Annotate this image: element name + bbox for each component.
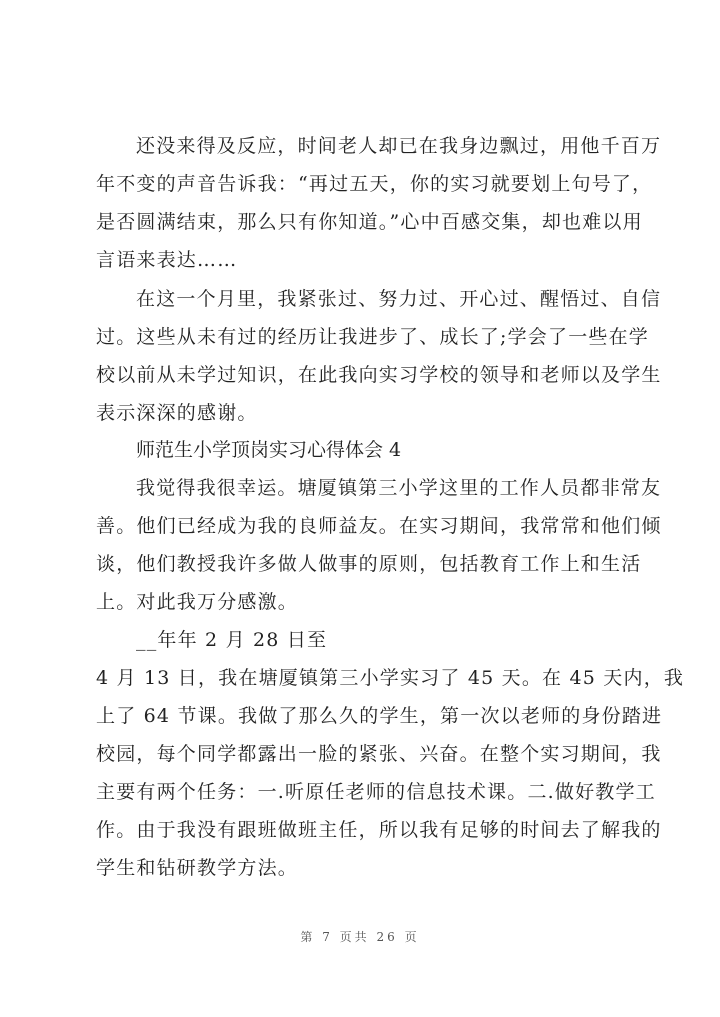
paragraph-3-line-4: 上。对此我万分感激。: [96, 591, 299, 613]
paragraph-4-line-3: 上了 64 节课。我做了那么久的学生，第一次以老师的身份踏进: [96, 705, 663, 727]
paragraph-2-line-4: 表示深深的感谢。: [96, 402, 258, 424]
paragraph-2-line-2: 过。这些从未有过的经历让我进步了、成长了;学会了一些在学: [96, 326, 650, 348]
page-number-footer: 第 7 页共 26 页: [300, 930, 420, 944]
paragraph-3-line-1: 我觉得我很幸运。塘厦镇第三小学这里的工作人员都非常友: [136, 477, 662, 499]
paragraph-4-line-1: __年年 2 月 28 日至: [136, 629, 328, 651]
paragraph-1-line-2: 年不变的声音告诉我：“再过五天，你的实习就要划上句号了，: [96, 173, 653, 195]
paragraph-4-line-5: 主要有两个任务：一.听原任老师的信息技术课。二.做好教学工: [96, 781, 656, 803]
paragraph-1-line-3: 是否圆满结束，那么只有你知道。”心中百感交集，却也难以用: [96, 211, 643, 233]
paragraph-2-line-3: 校以前从未学过知识，在此我向实习学校的领导和老师以及学生: [96, 364, 662, 386]
paragraph-4-line-6: 作。由于我没有跟班做班主任，所以我有足够的时间去了解我的: [96, 819, 662, 841]
paragraph-3-line-3: 谈，他们教授我许多做人做事的原则，包括教育工作上和生活: [96, 553, 642, 575]
paragraph-2-line-1: 在这一个月里，我紧张过、努力过、开心过、醒悟过、自信: [136, 288, 662, 310]
paragraph-4-line-2: 4 月 13 日，我在塘厦镇第三小学实习了 45 天。在 45 天内，我: [96, 667, 685, 689]
paragraph-1-line-1: 还没来得及反应，时间老人却已在我身边飘过，用他千百万: [136, 135, 662, 157]
section-heading: 师范生小学顶岗实习心得体会 4: [136, 439, 402, 461]
paragraph-4-line-7: 学生和钻研教学方法。: [96, 857, 299, 879]
paragraph-1-line-4: 言语来表达……: [96, 249, 238, 271]
paragraph-3-line-2: 善。他们已经成为我的良师益友。在实习期间，我常常和他们倾: [96, 515, 662, 537]
paragraph-4-line-4: 校园，每个同学都露出一脸的紧张、兴奋。在整个实习期间，我: [96, 743, 662, 765]
